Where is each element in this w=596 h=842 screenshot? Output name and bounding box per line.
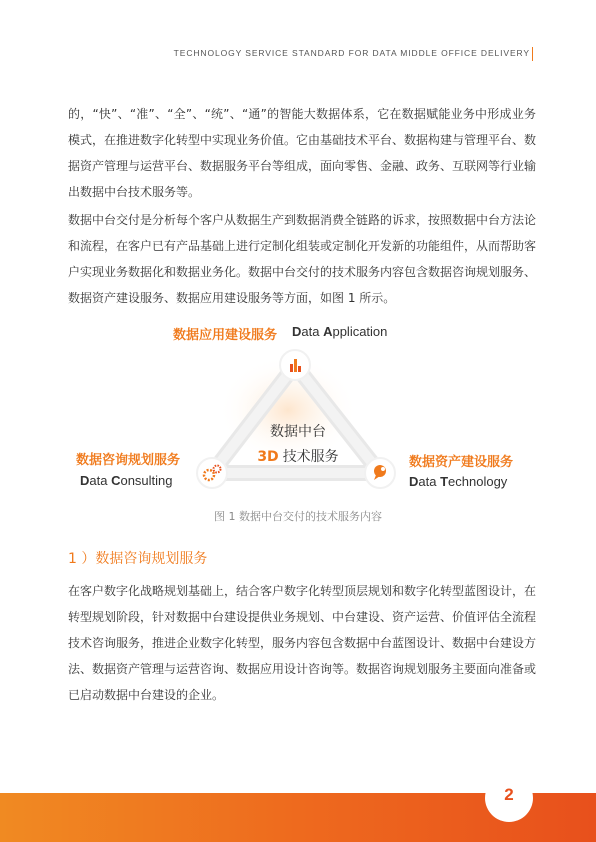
initial-t: T	[440, 474, 449, 489]
consulting-service-title: 数据咨询规划服务	[76, 453, 181, 468]
header-accent-bar	[532, 47, 534, 61]
center-accent-3d: 3D	[257, 449, 279, 465]
consulting-service-english: Data Consulting	[80, 473, 173, 488]
paragraph-consulting: 在客户数字化战略规划基础上，结合客户数字化转型顶层规划和数字化转型蓝图设计，在转型规划阶段，针对数据中台建设提供业务规划、中台建设、资产运营、价值评估全流程技术咨询服务，推进企业数字化转型，服务内容包含数据中台蓝图设计、数据中台建设方法、数据资产管理与运营咨询、数据应用设计咨询等。数据咨询规划服务主要面向准备或已启动数据中台建设的企业。	[68, 584, 537, 702]
page-number: 2	[504, 785, 514, 804]
application-service-title: 数据应用建设服务	[173, 328, 278, 343]
initial-d: D	[80, 473, 90, 488]
technology-service-english: Data Technology	[409, 474, 508, 489]
figure-caption: 图 1 数据中台交付的技术服务内容	[214, 510, 382, 523]
application-node	[280, 350, 310, 380]
application-service-english: Data Application	[292, 324, 388, 339]
technology-service-title: 数据资产建设服务	[409, 455, 514, 470]
center-title: 数据中台	[270, 424, 326, 440]
initial-a: A	[323, 324, 333, 339]
initial-d: D	[409, 474, 419, 489]
initial-c: C	[111, 473, 121, 488]
section-heading: 1 ）数据咨询规划服务	[68, 551, 208, 567]
running-header: TECHNOLOGY SERVICE STANDARD FOR DATA MIDDLE OFFICE DELIVERY	[173, 48, 530, 58]
paragraph-intro: 的，“快”、“准”、“全”、“统”、“通”的智能大数据体系，它在数据赋能业务中形成业务模式，在推进数字化转型中实现业务价值。它由基础技术平台、数据构建与管理平台、数据资产管理与运营平台、数据服务平台等组成，面向零售、金融、政务、互联网等行业输出数据中台技术服务等。	[68, 107, 537, 199]
paragraph-delivery: 数据中台交付是分析每个客户从数据生产到数据消费全链路的诉求，按照数据中台方法论和流程，在客户已有产品基础上进行定制化组装或定制化开发新的功能组件，从而帮助客户实现业务数据化和数据业务化。数据中台交付的技术服务内容包含数据咨询规划服务、数据资产建设服务、数据应用建设服务等方面，如图 1 所示。	[68, 213, 537, 305]
initial-d: D	[292, 324, 302, 339]
center-subtitle: 3D 技术服务	[257, 449, 339, 465]
